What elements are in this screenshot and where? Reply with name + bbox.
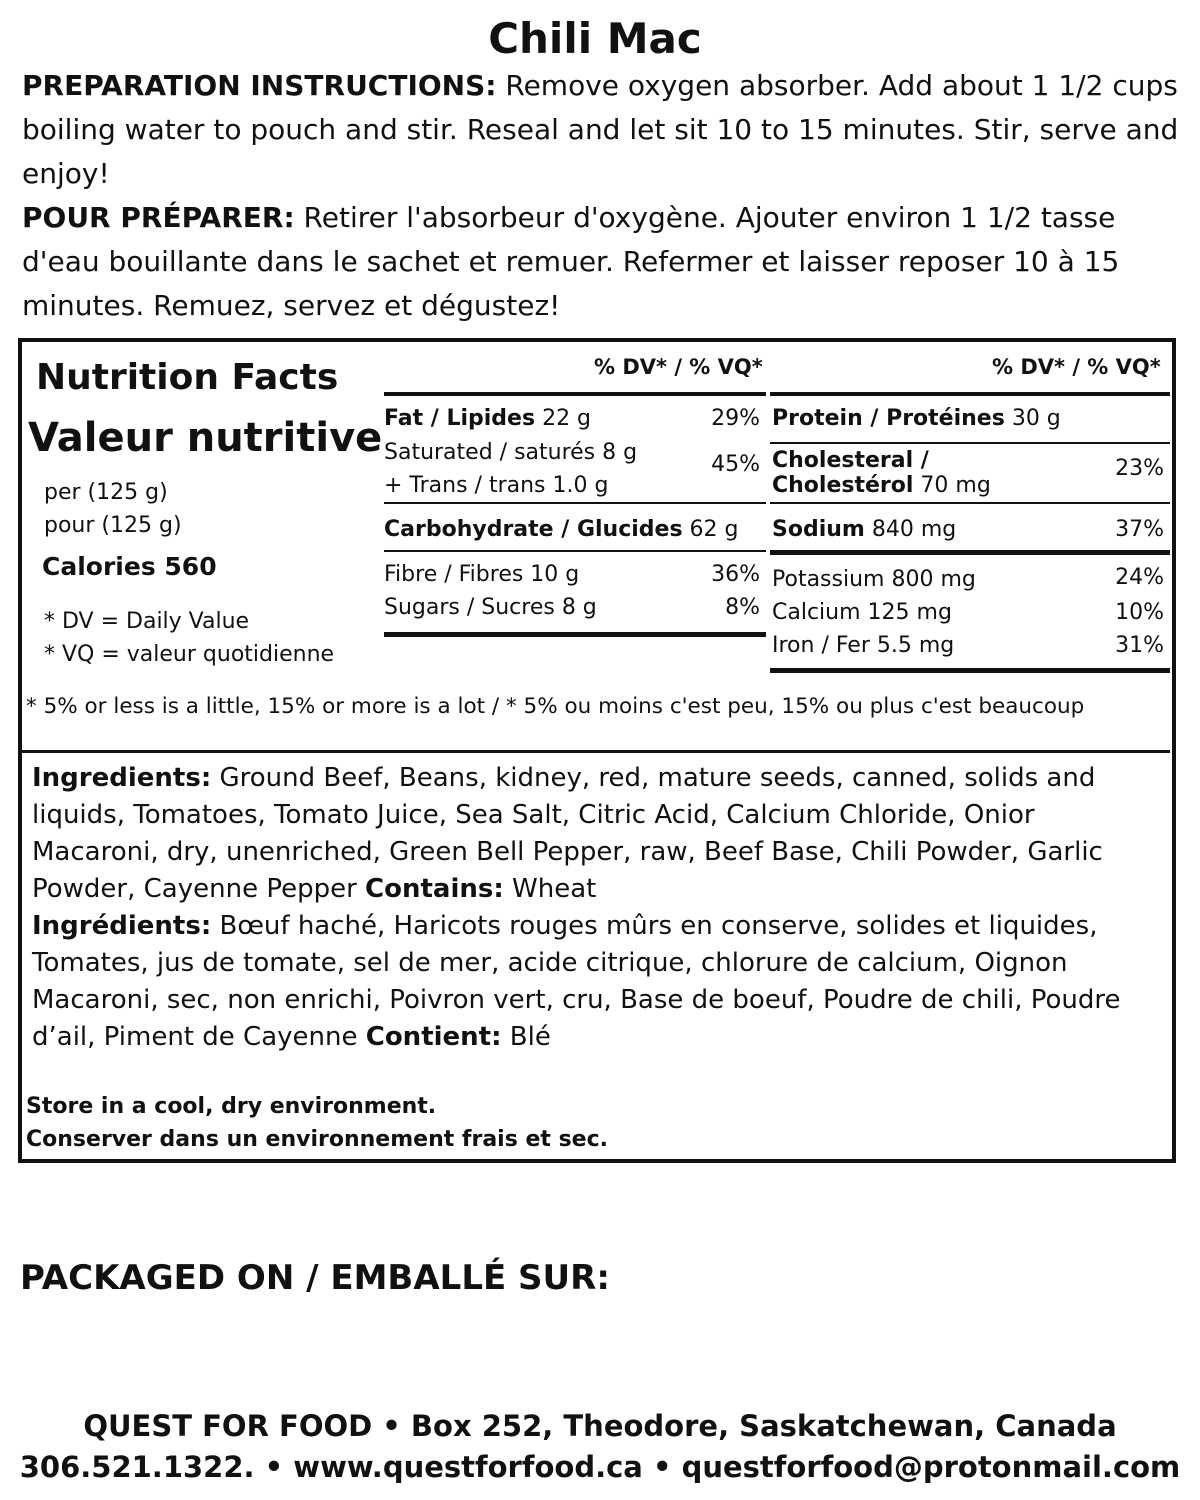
serving-size-en: per (125 g) xyxy=(44,480,168,505)
middle-top-rule xyxy=(384,392,766,396)
sodium-amount: 840 mg xyxy=(864,517,957,542)
calcium-percent: 10% xyxy=(1115,600,1164,625)
iron-percent: 31% xyxy=(1115,633,1164,658)
cholesterol-label-2: Cholestérol xyxy=(772,473,914,498)
storage-fr: Conserver dans un environnement frais et sec. xyxy=(26,1127,608,1152)
serving-size-fr: pour (125 g) xyxy=(44,513,182,538)
prep-fr-text: Retirer l'absorbeur d'oxygène. Ajouter environ 1 1/2 tasse d'eau bouillante dans le sachet et remuer. Refermer et laisser reposer 10 à 15 minutes. Remuez, servez et dégustez! xyxy=(22,201,1120,322)
ingredients-section xyxy=(32,760,1162,1056)
ingredients-fr-text: Bœuf haché, Haricots rouges mûrs en conserve, solides et liquides, Tomates, jus de tomate, sel de mer, acide citrique, chlorure de calcium, Oignon Macaroni, sec, non enrichi, Poivron vert, cru, Base de boeuf, Poudre de chili, Poudre d’ail, Piment de Cayenne xyxy=(32,911,1121,1052)
carb-label: Carbohydrate / Glucides xyxy=(384,517,683,542)
contains-en-label: Contains: xyxy=(365,874,504,904)
fat-label: Fat / Lipides xyxy=(384,406,536,431)
saturated-row: Saturated / saturés 8 g xyxy=(384,440,638,465)
prep-en-label: PREPARATION INSTRUCTIONS: xyxy=(22,69,497,102)
carb-amount: 62 g xyxy=(682,517,739,542)
fat-row xyxy=(384,404,591,434)
protein-row xyxy=(772,404,1061,434)
contains-en-text: Wheat xyxy=(503,874,597,904)
storage-instructions xyxy=(26,1090,608,1156)
footer-contact: 306.521.1322. • www.questforfood.ca • questforfood@protonmail.com xyxy=(19,1450,1181,1484)
cholesterol-row xyxy=(772,448,991,498)
right-rule-1 xyxy=(770,442,1170,444)
fibre-percent: 36% xyxy=(711,562,760,587)
preparation-instructions xyxy=(22,64,1182,328)
ingredients-fr-label: Ingrédients: xyxy=(32,911,212,941)
nutrition-title-fr: Valeur nutritive xyxy=(28,415,383,461)
middle-bottom-rule xyxy=(384,632,766,637)
nutrition-title-en: Nutrition Facts xyxy=(36,357,339,398)
dv-footnote: * 5% or less is a little, 15% or more is a lot / * 5% ou moins c'est peu, 15% ou plus c'est beaucoup xyxy=(26,694,1085,719)
contains-fr-label: Contient: xyxy=(365,1022,502,1052)
protein-amount: 30 g xyxy=(1004,406,1061,431)
product-title: Chili Mac xyxy=(488,14,702,63)
potassium-percent: 24% xyxy=(1115,565,1164,590)
right-rule-3 xyxy=(770,550,1170,555)
cholesterol-amount: 70 mg xyxy=(913,473,991,498)
sugars-percent: 8% xyxy=(725,595,760,620)
sodium-label: Sodium xyxy=(772,517,865,542)
cholesterol-label-1: Cholesteral / xyxy=(772,448,929,473)
carbohydrate-row xyxy=(384,515,739,545)
packaged-on-label: PACKAGED ON / EMBALLÉ SUR: xyxy=(20,1258,610,1298)
trans-row: + Trans / trans 1.0 g xyxy=(384,473,609,498)
middle-rule-2 xyxy=(384,550,766,552)
calories: Calories 560 xyxy=(42,552,217,581)
prep-en-text: Remove oxygen absorber. Add about 1 1/2 cups boiling water to pouch and stir. Reseal and let sit 10 to 15 minutes. Stir, serve and enjoy! xyxy=(22,69,1179,190)
fibre-row: Fibre / Fibres 10 g xyxy=(384,562,580,587)
ingredients-divider xyxy=(22,750,1170,753)
right-bottom-rule xyxy=(770,668,1170,673)
dv-note: * DV = Daily Value xyxy=(44,609,250,634)
dv-header-right: % DV* / % VQ* xyxy=(992,355,1161,379)
fat-amount: 22 g xyxy=(535,406,592,431)
right-rule-2 xyxy=(770,502,1170,504)
dv-header-middle: % DV* / % VQ* xyxy=(594,355,763,379)
footer-address: QUEST FOR FOOD • Box 252, Theodore, Saskatchewan, Canada xyxy=(83,1409,1117,1443)
contains-fr-text: Blé xyxy=(501,1022,551,1052)
ingredients-en-text: Ground Beef, Beans, kidney, red, mature seeds, canned, solids and liquids, Tomatoes, Tomato Juice, Sea Salt, Citric Acid, Calcium Chloride, Onior Macaroni, dry, unenriched, Green Bell Pepper, raw, Beef Base, Chili Powder, Garlic Powder, Cayenne Pepper xyxy=(32,763,1103,904)
iron-row: Iron / Fer 5.5 mg xyxy=(772,633,955,658)
storage-en: Store in a cool, dry environment. xyxy=(26,1094,437,1119)
middle-rule-1 xyxy=(384,502,766,504)
sodium-percent: 37% xyxy=(1115,517,1164,542)
cholesterol-percent: 23% xyxy=(1115,456,1164,481)
sodium-row xyxy=(772,515,956,545)
right-top-rule xyxy=(770,392,1170,396)
company-footer xyxy=(0,1406,1200,1488)
prep-fr-label: POUR PRÉPARER: xyxy=(22,201,295,234)
ingredients-en-label: Ingredients: xyxy=(32,763,212,793)
sat-trans-percent: 45% xyxy=(711,452,760,477)
potassium-row: Potassium 800 mg xyxy=(772,567,976,592)
protein-label: Protein / Protéines xyxy=(772,406,1005,431)
calcium-row: Calcium 125 mg xyxy=(772,600,952,625)
sugars-row: Sugars / Sucres 8 g xyxy=(384,595,597,620)
vq-note: * VQ = valeur quotidienne xyxy=(44,642,335,667)
fat-percent: 29% xyxy=(711,406,760,431)
